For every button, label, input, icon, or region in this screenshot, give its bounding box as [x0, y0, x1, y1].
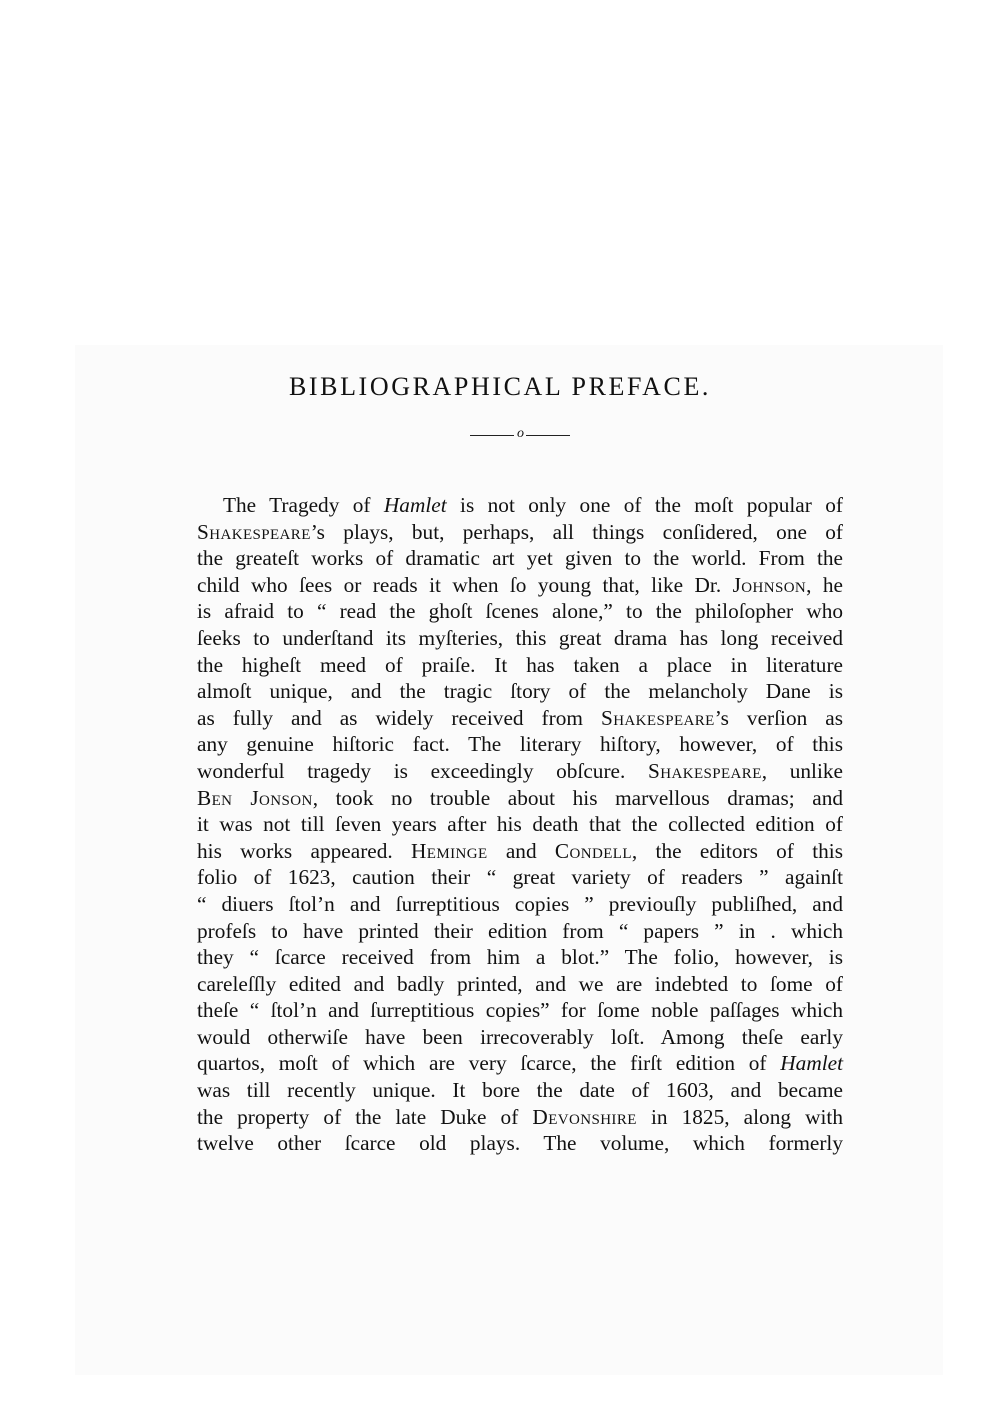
text-run: his works appeared.	[197, 838, 412, 863]
text-run: twelve other ſcarce old plays. The volume, which formerly	[197, 1131, 843, 1156]
small-caps-name: Devonshire	[532, 1104, 637, 1129]
text-run: quartos, moſt of which are very ſcarce, the firſt edition of	[197, 1051, 781, 1076]
text-run: child who ſees or reads it when ſo young that, like Dr.	[197, 572, 733, 597]
text-run: ſeeks to underſtand its myſteries, this great drama has long received	[197, 625, 843, 650]
small-caps-name: Condell	[554, 838, 632, 863]
text-run: ’s verſion as	[714, 705, 843, 730]
text-run: was till recently unique. It bore the date of 1603, and became	[197, 1078, 843, 1103]
text-run: , he	[806, 572, 843, 597]
page-title: BIBLIOGRAPHICAL PREFACE.	[288, 372, 712, 401]
text-run: , unlike	[761, 758, 843, 783]
text-run: “ diuers ſtol’n and ſurreptitious copies ” previouſly publiſhed, and	[197, 891, 843, 916]
text-line	[197, 598, 843, 625]
italic-text: Hamlet	[383, 493, 447, 517]
text-run: wonderful tragedy is exceedingly obſcure.	[197, 758, 648, 783]
text-run: theſe “ ſtol’n and ſurreptitious copies” for ſome noble paſſages which	[197, 998, 843, 1023]
title-ornament	[470, 425, 570, 445]
ornament-rule-right	[526, 435, 570, 436]
text-run: in 1825, along with	[636, 1104, 843, 1129]
small-caps-name: Heminge	[411, 838, 488, 863]
text-run: they “ ſcarce received from him a blot.” The folio, however, is	[197, 945, 843, 970]
text-line	[197, 1104, 843, 1131]
text-line	[197, 811, 843, 838]
text-line	[197, 1077, 843, 1104]
text-line	[197, 944, 843, 971]
text-run: the higheſt meed of praiſe. It has taken a place in literature	[197, 652, 843, 677]
text-line	[197, 838, 843, 865]
ornament-mark: o	[517, 426, 524, 441]
text-run: The Tragedy of	[223, 493, 384, 517]
italic-text: Hamlet	[780, 1051, 843, 1076]
small-caps-name: Shakespeare	[197, 519, 311, 544]
text-run: would otherwiſe have been irrecoverably loſt. Among theſe early	[197, 1024, 843, 1049]
text-line	[197, 785, 843, 812]
text-run: ’s plays, but, perhaps, all things conſidered, one of	[310, 519, 843, 544]
ornament-rule-left	[470, 435, 514, 436]
small-caps-name: Shakespeare	[648, 758, 762, 783]
text-line	[197, 519, 843, 546]
text-run: folio of 1623, caution their “ great variety of readers ” againſt	[197, 865, 843, 890]
text-run: profeſs to have printed their edition from “ papers ” in . which	[197, 918, 843, 943]
small-caps-name: Johnson	[732, 572, 807, 597]
text-line	[197, 652, 843, 679]
text-line	[197, 891, 843, 918]
text-line	[197, 971, 843, 998]
text-line	[197, 997, 843, 1024]
text-run: any genuine hiſtoric fact. The literary hiſtory, however, of this	[197, 732, 843, 757]
text-run: is not only one of the moſt popular of	[446, 493, 843, 517]
text-line	[197, 625, 843, 652]
preface-paragraph	[197, 492, 843, 1157]
text-line	[197, 492, 843, 519]
text-line	[197, 545, 843, 572]
text-run: the greateſt works of dramatic art yet given to the world. From the	[197, 546, 843, 571]
text-run: the property of the late Duke of	[197, 1104, 533, 1129]
text-run: , the editors of this	[631, 838, 843, 863]
text-line	[197, 678, 843, 705]
text-line	[197, 758, 843, 785]
text-line	[197, 918, 843, 945]
text-run: it was not till ſeven years after his death that the collected edition of	[197, 812, 843, 837]
text-run: , took no trouble about his marvellous dramas; and	[312, 785, 843, 810]
text-line	[197, 731, 843, 758]
small-caps-name: Ben Jonson	[197, 785, 313, 810]
text-line	[197, 1024, 843, 1051]
text-line	[197, 1130, 843, 1157]
text-line	[197, 705, 843, 732]
text-run: and	[487, 838, 555, 863]
text-run: almoſt unique, and the tragic ſtory of the melancholy Dane is	[197, 679, 843, 704]
text-run: careleſſly edited and badly printed, and we are indebted to ſome of	[197, 971, 843, 996]
small-caps-name: Shakespeare	[600, 705, 715, 730]
text-run: is afraid to “ read the ghoſt ſcenes alone,” to the philoſopher who	[197, 599, 843, 624]
text-line	[197, 572, 843, 599]
text-run: as fully and as widely received from	[197, 705, 601, 730]
text-line	[197, 864, 843, 891]
text-line	[197, 1050, 843, 1077]
